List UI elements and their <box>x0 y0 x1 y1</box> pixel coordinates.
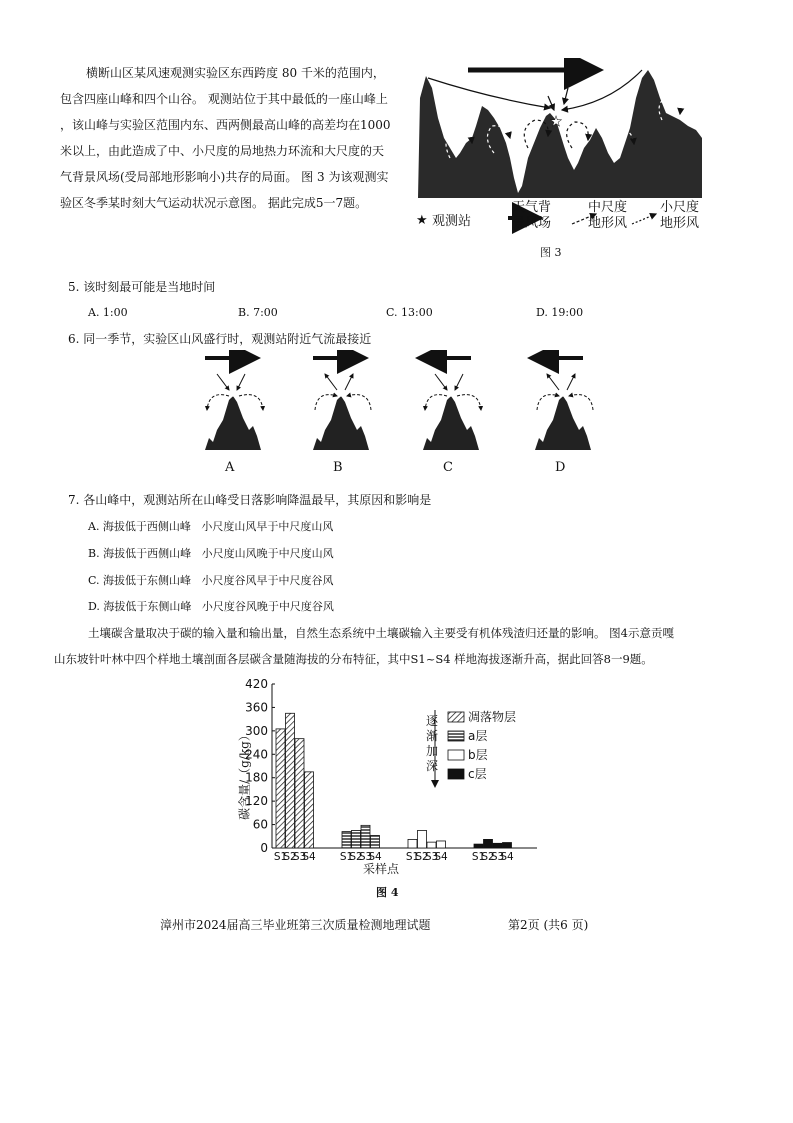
legend-swatch <box>448 712 464 722</box>
intro-paragraph <box>60 60 405 216</box>
depth-char: 逐 <box>426 714 439 728</box>
x-tick-label: S1 <box>405 851 420 863</box>
footer-title: 漳州市2024届高三毕业班第三次质量检测地理试题 <box>160 918 431 932</box>
legend-label: a层 <box>468 729 488 743</box>
chart-legend <box>431 709 516 788</box>
figure-4 <box>220 676 550 899</box>
x-tick-label: S2 <box>283 851 297 863</box>
y-tick-label: 180 <box>245 770 268 785</box>
legend-text: 中尺度 <box>588 200 628 215</box>
figure-3 <box>410 58 710 263</box>
legend-text: 地形风 <box>660 216 700 231</box>
depth-label <box>426 714 440 774</box>
q5-option-c: C. 13:00 <box>386 306 433 319</box>
x-tick-label: S3 <box>424 851 439 863</box>
chart-ylabel: 碳含量/（g/kg） <box>237 729 252 820</box>
q5-option-d: D. 19:00 <box>536 306 584 319</box>
bar-b层-S1 <box>408 839 417 848</box>
legend-swatch <box>448 769 464 779</box>
x-tick-label: S3 <box>358 851 373 863</box>
intro2-line: 山东坡针叶林中四个样地土壤剖面各层碳含量随海拔的分布特征，其中S1~S4 样地海拔逐渐升高，据此回答8一9题。 <box>54 652 653 666</box>
x-tick-label: S4 <box>368 851 382 863</box>
legend-swatch <box>448 731 464 741</box>
x-tick-label: S1 <box>471 851 486 863</box>
depth-arrow-head <box>431 780 439 788</box>
x-tick-label: S4 <box>500 851 514 863</box>
x-tick-label: S2 <box>481 851 495 863</box>
x-tick-label: S2 <box>349 851 363 863</box>
legend-text: 天气背 <box>512 200 552 215</box>
depth-char: 加 <box>426 744 439 758</box>
q7-option-c: C. 海拔低于东侧山峰 小尺度谷风早于中尺度谷风 <box>88 574 334 587</box>
bar-c层-S2 <box>484 839 493 848</box>
question-5-stem: 5. 该时刻最可能是当地时间 <box>68 280 216 294</box>
q5-option-b: B. 7:00 <box>238 306 278 319</box>
y-tick-label: 0 <box>260 841 268 855</box>
bar-凋落物层-S1 <box>276 729 285 848</box>
bar-凋落物层-S4 <box>305 772 314 848</box>
station-star: ★ <box>549 114 563 130</box>
diagram-a <box>205 358 263 450</box>
legend-text: 地形风 <box>588 216 628 231</box>
legend-mid-wind-label <box>588 200 627 232</box>
y-tick-label: 300 <box>245 723 268 738</box>
diagram-label-a: A <box>225 460 235 475</box>
intro-line: 气背景风场(受局部地形影响小)共存的局面。 图 3 为该观测实 <box>60 170 389 184</box>
intro-line: ，该山峰与实验区范围内东、西两侧最高山峰的高差均在1000 <box>60 118 391 132</box>
legend-station-label: 观测站 <box>432 214 472 229</box>
bar-凋落物层-S3 <box>295 739 304 848</box>
x-tick-label: S1 <box>273 851 288 863</box>
legend-label: 凋落物层 <box>468 710 517 724</box>
depth-char: 深 <box>426 759 439 773</box>
diagram-b <box>313 358 371 450</box>
q6-diagrams <box>195 350 615 480</box>
svg-text:★: ★ <box>446 390 456 401</box>
bar-a层-S4 <box>371 836 380 848</box>
diagram-d <box>535 358 593 450</box>
legend-text: 景风场 <box>512 216 552 231</box>
intro-line: 米以上，由此造成了中、小尺度的局地热力环流和大尺度的天 <box>60 144 385 158</box>
bar-c层-S3 <box>493 843 502 848</box>
figure-3-caption: 图 3 <box>540 246 562 259</box>
y-tick-label: 240 <box>245 747 268 762</box>
intro-line: 横断山区某风速观测实验区东西跨度 80 千米的范围内， <box>86 66 385 80</box>
bar-a层-S3 <box>361 825 370 848</box>
legend-swatch <box>448 750 464 760</box>
figure-3-diagram <box>410 58 710 263</box>
bar-凋落物层-S2 <box>286 713 295 848</box>
bar-b层-S2 <box>418 830 427 848</box>
intro-line: 验区冬季某时刻大气运动状况示意图。 据此完成5一7题。 <box>60 196 368 210</box>
bar-c层-S4 <box>503 843 512 848</box>
q7-option-a: A. 海拔低于西侧山峰 小尺度山风早于中尺度山风 <box>88 520 334 533</box>
legend-bg-wind-label <box>512 200 551 232</box>
bar-c层-S1 <box>474 844 483 848</box>
x-tick-label: S3 <box>292 851 307 863</box>
intro2-paragraph <box>54 620 754 672</box>
q5-option-a: A. 1:00 <box>88 306 128 319</box>
q7-option-d: D. 海拔低于东侧山峰 小尺度谷风晚于中尺度谷风 <box>88 600 334 613</box>
svg-text:★: ★ <box>416 213 428 228</box>
depth-char: 渐 <box>426 729 439 743</box>
q7-option-b: B. 海拔低于西侧山峰 小尺度山风晚于中尺度山风 <box>88 547 334 560</box>
y-tick-label: 60 <box>252 817 268 832</box>
legend-small-wind-label <box>660 200 699 232</box>
x-tick-label: S1 <box>339 851 354 863</box>
q6-diagram-set <box>195 350 615 480</box>
bar-b层-S3 <box>427 842 436 848</box>
x-tick-label: S3 <box>490 851 505 863</box>
chart-xlabel: 采样点 <box>363 862 400 876</box>
svg-text:★: ★ <box>228 390 238 401</box>
x-tick-label: S4 <box>434 851 448 863</box>
question-7-stem: 7. 各山峰中，观测站所在山峰受日落影响降温最早，其原因和影响是 <box>68 493 432 507</box>
y-tick-label: 120 <box>245 794 268 809</box>
legend-label: b层 <box>468 748 488 762</box>
question-6-stem: 6. 同一季节，实验区山风盛行时，观测站附近气流最接近 <box>68 332 372 346</box>
diagram-label-c: C <box>443 460 453 475</box>
svg-text:★: ★ <box>558 390 568 401</box>
x-tick-label: S4 <box>302 851 316 863</box>
y-tick-label: 420 <box>245 677 268 691</box>
footer-page: 第2页 (共6 页) <box>508 918 589 932</box>
diagram-c <box>423 358 481 450</box>
diagram-label-d: D <box>555 460 566 475</box>
bar-a层-S1 <box>342 832 351 848</box>
x-tick-label: S2 <box>415 851 429 863</box>
legend-text: 小尺度 <box>660 200 700 215</box>
svg-text:★: ★ <box>336 390 346 401</box>
diagram-label-b: B <box>333 460 343 475</box>
y-tick-label: 360 <box>245 700 268 715</box>
mountain-terrain <box>418 70 702 198</box>
bar-a层-S2 <box>352 830 361 848</box>
intro2-line: 土壤碳含量取决于碳的输入量和输出量，自然生态系统中土壤碳输入主要受有机体残渣归还量的影响。 图4示意贡嘎 <box>88 626 674 640</box>
figure-4-caption: 图 4 <box>376 886 399 899</box>
bar-b层-S4 <box>437 841 446 848</box>
legend-label: c层 <box>468 767 487 781</box>
intro-line: 包含四座山峰和四个山谷。 观测站位于其中最低的一座山峰上 <box>60 92 388 106</box>
